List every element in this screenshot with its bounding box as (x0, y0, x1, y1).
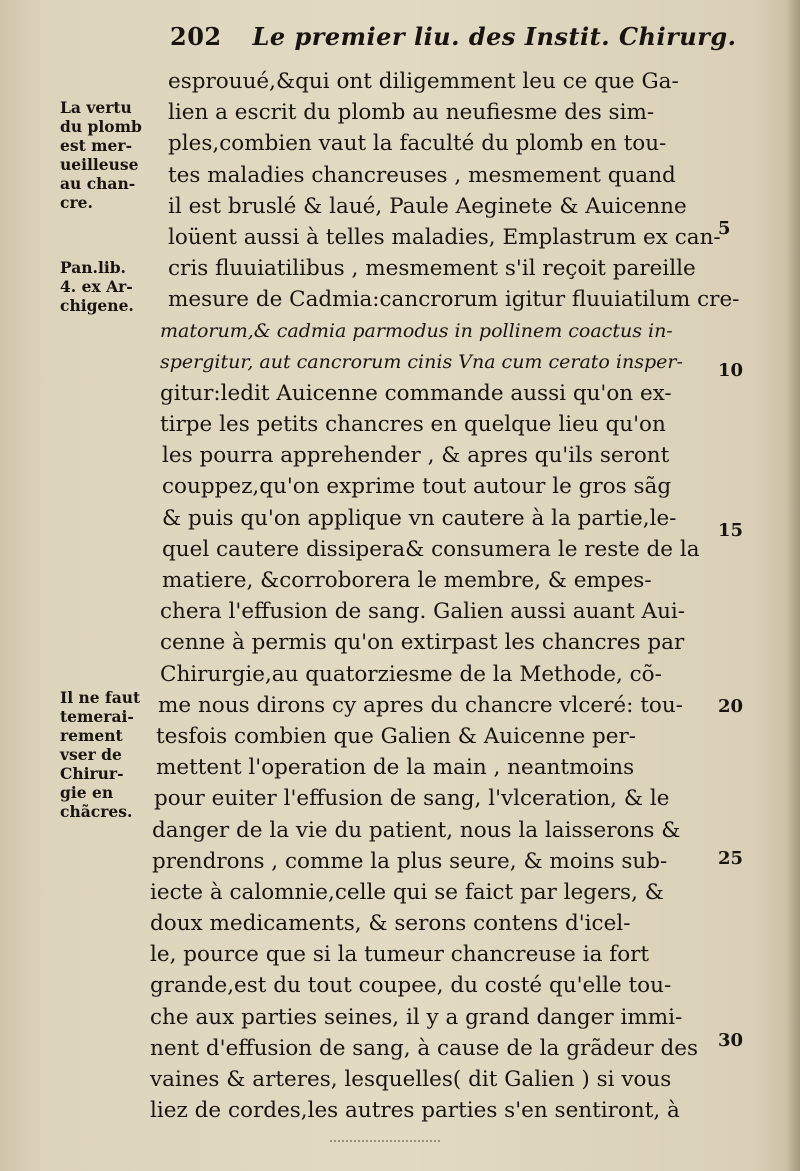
text-line: vaines & arteres, lesquelles( dit Galien ) si vous (150, 1067, 672, 1092)
text-line: mettent l'operation de la main , neantmoins (156, 755, 635, 781)
margin-note-reference (60, 258, 158, 315)
page-number: 202 (170, 22, 222, 51)
margin-note-line: chigene. (60, 296, 134, 315)
margin-note-line: du plomb (60, 117, 142, 136)
text-line: & puis qu'on applique vn cautere à la partie,le- (162, 505, 677, 531)
running-title: Le premier liu. des Instit. Chirurg. (252, 22, 737, 51)
text-line: quel cautere dissipera& consumera le reste de la (162, 536, 700, 562)
text-line: esprouué,&qui ont diligemment leu ce que Ga- (168, 69, 679, 94)
margin-note-line: gie en (60, 783, 114, 802)
text-line: iecte à calomnie,celle qui se faict par legers, & (150, 879, 664, 905)
text-line: spergitur, aut cancrorum cinis Vna cum cerato insper- (160, 350, 683, 373)
margin-note-line: cre. (60, 193, 93, 212)
margin-note-line: Pan.lib. (60, 258, 126, 277)
margin-note-line: rement (60, 726, 123, 745)
text-line: tesfois combien que Galien & Auicenne per- (156, 723, 637, 749)
margin-note-plomb (60, 98, 158, 212)
margin-note-line: Chirur- (60, 764, 124, 783)
text-line: lien a escrit du plomb au neufiesme des sim- (168, 100, 655, 126)
text-line: Chirurgie,au quatorziesme de la Methode, cõ- (160, 661, 662, 687)
text-line: danger de la vie du patient, nous la laisserons & (152, 817, 681, 843)
text-line: matiere, &corroborera le membre, & empes- (162, 568, 652, 593)
text-line: liez de cordes,les autres parties s'en sentiront, à (150, 1098, 680, 1124)
bottom-smudge (330, 1140, 440, 1144)
margin-note-line: ueilleuse (60, 155, 139, 174)
margin-note-line: chãcres. (60, 802, 133, 821)
text-line: grande,est du tout coupee, du costé qu'elle tou- (150, 973, 672, 999)
text-line: che aux parties seines, il y a grand danger immi- (150, 1004, 683, 1030)
text-line: les pourra apprehender , & apres qu'ils seront (162, 443, 670, 469)
line-number-25: 25 (718, 848, 744, 869)
text-line: gitur:ledit Auicenne commande aussi qu'on ex- (160, 380, 672, 406)
text-line: ples,combien vaut la faculté du plomb en tou- (168, 131, 667, 157)
margin-note-line: vser de (60, 745, 122, 764)
text-line: matorum,& cadmia parmodus in pollinem coactus in- (160, 319, 673, 342)
page-edge-shadow (786, 0, 800, 1171)
line-number-10: 10 (718, 360, 744, 381)
text-line: tirpe les petits chancres en quelque lieu qu'on (160, 412, 666, 438)
text-line: couppez,qu'on exprime tout autour le gros sãg (162, 474, 672, 500)
text-line: nent d'effusion de sang, à cause de la grãdeur des (150, 1035, 699, 1061)
text-line: prendrons , comme la plus seure, & moins sub- (152, 848, 668, 874)
line-number-30: 30 (718, 1030, 744, 1051)
text-line: cenne à permis qu'on extirpast les chancres par (160, 630, 685, 656)
text-line: il est bruslé & laué, Paule Aeginete & Auicenne (168, 193, 687, 219)
line-number-5: 5 (718, 218, 731, 239)
text-line: loüent aussi à telles maladies, Emplastrum ex can- (168, 224, 721, 250)
margin-note-line: Il ne faut (60, 688, 141, 707)
margin-note-line: est mer- (60, 136, 133, 155)
text-line: me nous dirons cy apres du chancre vlceré: tou- (158, 692, 683, 718)
text-line: pour euiter l'effusion de sang, l'vlceration, & le (154, 786, 670, 812)
margin-note-line: temerai- (60, 707, 134, 726)
text-line: doux medicaments, & serons contens d'icel- (150, 911, 631, 937)
line-number-15: 15 (718, 520, 744, 541)
text-line: cris fluuiatilibus , mesmement s'il reçoit pareille (168, 256, 696, 282)
line-number-20: 20 (718, 696, 744, 717)
margin-note-line: au chan- (60, 174, 136, 193)
text-line: chera l'effusion de sang. Galien aussi auant Aui- (160, 599, 686, 625)
text-line: tes maladies chancreuses , mesmement quand (168, 162, 676, 188)
running-header (170, 22, 737, 62)
margin-note-line: La vertu (60, 98, 132, 117)
text-line: le, pource que si la tumeur chancreuse ia fort (150, 942, 650, 968)
margin-note-chirurgie (60, 688, 158, 821)
margin-note-line: 4. ex Ar- (60, 277, 133, 296)
text-line: mesure de Cadmia:cancrorum igitur fluuiatilum cre- (168, 287, 740, 313)
